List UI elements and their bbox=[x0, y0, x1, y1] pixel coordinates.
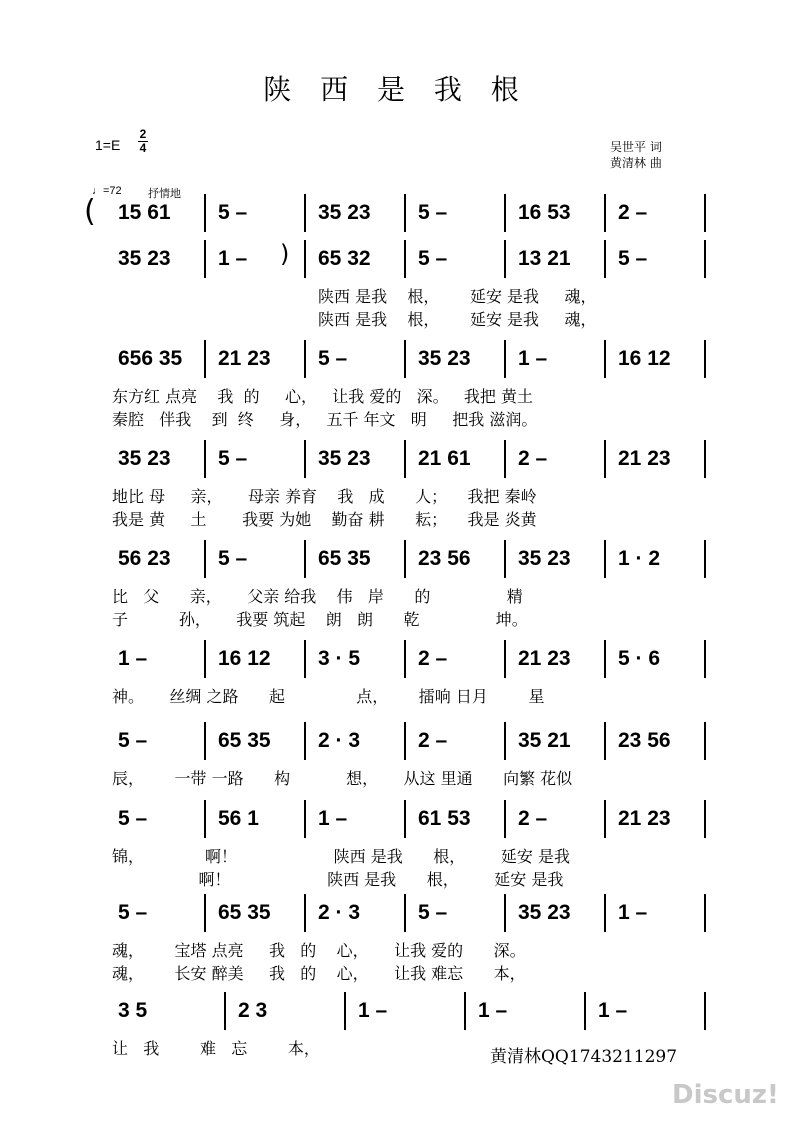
measure-notes: 5 – bbox=[418, 201, 448, 224]
barline bbox=[204, 722, 206, 760]
measure-notes: 35 23 bbox=[118, 247, 171, 270]
lyric-line: 秦腔 伴我 到 终 身， 五千 年文 明 把我 滋润。 bbox=[112, 410, 538, 429]
measure-notes: 35 23 bbox=[518, 901, 571, 924]
close-paren: ) bbox=[280, 240, 290, 268]
measure-notes: 2 – bbox=[418, 647, 448, 670]
barline bbox=[704, 992, 706, 1030]
barline bbox=[604, 640, 606, 678]
barline bbox=[504, 894, 506, 932]
lyric-line: 辰， 一带 一路 构 想， 从这 里通 向繁 花似 bbox=[112, 769, 573, 788]
measure-notes: 35 21 bbox=[518, 729, 571, 752]
measure-notes: 1 – bbox=[358, 999, 388, 1022]
barline bbox=[604, 194, 606, 232]
barline bbox=[504, 240, 506, 278]
measure-notes: 5 · 6 bbox=[618, 647, 661, 670]
barline bbox=[404, 800, 406, 838]
lyric-line: 啊！ 陕西 是我 根， 延安 是我 bbox=[112, 870, 564, 889]
measure-notes: 56 23 bbox=[118, 547, 171, 570]
measure-notes: 23 56 bbox=[618, 729, 671, 752]
barline bbox=[504, 340, 506, 378]
barline bbox=[704, 194, 706, 232]
lyric-line: 地比 母 亲， 母亲 养育 我 成 人； 我把 秦岭 bbox=[112, 487, 537, 506]
barline bbox=[344, 992, 346, 1030]
lyric-line: 我是 黄 土 我要 为她 勤奋 耕 耘； 我是 炎黄 bbox=[112, 510, 537, 529]
measure-notes: 2 – bbox=[418, 729, 448, 752]
measure-notes: 5 – bbox=[418, 247, 448, 270]
watermark: Discuz! bbox=[672, 1080, 779, 1110]
measure-notes: 15 61 bbox=[118, 201, 171, 224]
measure-notes: 35 23 bbox=[418, 347, 471, 370]
barline bbox=[204, 894, 206, 932]
measure-notes: 1 · 2 bbox=[618, 547, 661, 570]
contact-footer: 黄清林QQ1743211297 bbox=[490, 1047, 678, 1067]
open-paren: ( bbox=[84, 194, 96, 229]
barline bbox=[504, 194, 506, 232]
barline bbox=[204, 194, 206, 232]
lyric-line: 东方红 点亮 我 的 心， 让我 爱的 深。 我把 黄土 bbox=[112, 387, 533, 406]
meter-bottom: 4 bbox=[139, 141, 147, 155]
lyric-line: 魂， 长安 醉美 我 的 心， 让我 难忘 本， bbox=[112, 964, 526, 983]
barline bbox=[304, 340, 306, 378]
measure-notes: 2 3 bbox=[238, 999, 268, 1022]
barline bbox=[304, 540, 306, 578]
score-row bbox=[0, 200, 792, 250]
barline bbox=[224, 992, 226, 1030]
barline bbox=[204, 240, 206, 278]
measure-notes: 1 – bbox=[218, 247, 248, 270]
measure-notes: 5 – bbox=[618, 247, 648, 270]
measure-notes: 16 12 bbox=[218, 647, 271, 670]
barline bbox=[404, 640, 406, 678]
measure-notes: 65 35 bbox=[318, 547, 371, 570]
measure-notes: 16 53 bbox=[518, 201, 571, 224]
measure-notes: 35 23 bbox=[518, 547, 571, 570]
measure-notes: 1 – bbox=[118, 647, 148, 670]
measure-notes: 65 35 bbox=[218, 901, 271, 924]
lyric-line: 子 孙， 我要 筑起 朗 朗 乾 坤。 bbox=[112, 610, 528, 629]
measure-notes: 5 – bbox=[418, 901, 448, 924]
lyric-line: 魂， 宝塔 点亮 我 的 心， 让我 爱的 深。 bbox=[112, 941, 526, 960]
meter-top: 2 bbox=[139, 127, 147, 141]
measure-notes: 16 12 bbox=[618, 347, 671, 370]
score-row bbox=[0, 546, 792, 629]
barline bbox=[204, 800, 206, 838]
time-signature bbox=[138, 128, 148, 155]
barline bbox=[604, 800, 606, 838]
measure-notes: 21 23 bbox=[218, 347, 271, 370]
barline bbox=[604, 894, 606, 932]
barline bbox=[304, 640, 306, 678]
page-title: 陕 西 是 我 根 bbox=[263, 73, 529, 106]
measure-notes: 21 23 bbox=[618, 447, 671, 470]
barline bbox=[504, 800, 506, 838]
measure-notes: 3 · 5 bbox=[318, 647, 361, 670]
measure-notes: 2 – bbox=[518, 807, 548, 830]
measure-notes: 656 35 bbox=[118, 347, 183, 370]
barline bbox=[204, 440, 206, 478]
score-row bbox=[0, 446, 792, 529]
measure-notes: 61 53 bbox=[418, 807, 471, 830]
measure-notes: 1 – bbox=[478, 999, 508, 1022]
barline bbox=[704, 540, 706, 578]
score-row bbox=[0, 728, 792, 788]
measure-notes: 5 – bbox=[118, 901, 148, 924]
measure-notes: 2 · 3 bbox=[318, 901, 361, 924]
barline bbox=[604, 340, 606, 378]
score-row bbox=[0, 900, 792, 983]
measure-notes: 5 – bbox=[218, 547, 248, 570]
measure-notes: 35 23 bbox=[318, 447, 371, 470]
barline bbox=[604, 722, 606, 760]
score-row bbox=[0, 806, 792, 889]
barline bbox=[404, 894, 406, 932]
measure-notes: 35 23 bbox=[318, 201, 371, 224]
barline bbox=[504, 640, 506, 678]
measure-notes: 65 32 bbox=[318, 247, 371, 270]
measure-notes: 5 – bbox=[218, 447, 248, 470]
barline bbox=[304, 894, 306, 932]
expression-mark: 抒情地 bbox=[148, 187, 181, 200]
measure-notes: 5 – bbox=[218, 201, 248, 224]
measure-notes: 21 61 bbox=[418, 447, 471, 470]
barline bbox=[204, 340, 206, 378]
barline bbox=[704, 440, 706, 478]
measure-notes: 5 – bbox=[118, 729, 148, 752]
lyric-line: 陕西 是我 根， 延安 是我 魂， bbox=[318, 287, 597, 306]
key-signature: 1=E bbox=[95, 137, 121, 153]
measure-notes: 2 · 3 bbox=[318, 729, 361, 752]
barline bbox=[204, 540, 206, 578]
measure-notes: 1 – bbox=[618, 901, 648, 924]
measure-notes: 1 – bbox=[518, 347, 548, 370]
measure-notes: 3 5 bbox=[118, 999, 148, 1022]
measure-notes: 2 – bbox=[618, 201, 648, 224]
barline bbox=[504, 722, 506, 760]
barline bbox=[404, 340, 406, 378]
measure-notes: 65 35 bbox=[218, 729, 271, 752]
barline bbox=[204, 640, 206, 678]
measure-notes: 5 – bbox=[318, 347, 348, 370]
measure-notes: 23 56 bbox=[418, 547, 471, 570]
composer: 黄清林 曲 bbox=[610, 156, 662, 170]
barline bbox=[604, 440, 606, 478]
lyricist: 吴世平 词 bbox=[610, 140, 662, 154]
measure-notes: 35 23 bbox=[118, 447, 171, 470]
lyric-line: 让 我 难 忘 本， bbox=[112, 1039, 320, 1058]
measure-notes: 2 – bbox=[518, 447, 548, 470]
measure-notes: 21 23 bbox=[518, 647, 571, 670]
barline bbox=[704, 340, 706, 378]
barline bbox=[304, 440, 306, 478]
lyric-line: 锦， 啊！ 陕西 是我 根， 延安 是我 bbox=[112, 847, 570, 866]
barline bbox=[704, 240, 706, 278]
barline bbox=[704, 640, 706, 678]
barline bbox=[704, 800, 706, 838]
score-row bbox=[0, 246, 792, 329]
barline bbox=[404, 240, 406, 278]
barline bbox=[604, 240, 606, 278]
barline bbox=[464, 992, 466, 1030]
barline bbox=[404, 540, 406, 578]
tempo-mark: ♩=72 bbox=[92, 185, 122, 197]
barline bbox=[604, 540, 606, 578]
lyric-line: 比 父 亲， 父亲 给我 伟 岸 的 精 bbox=[112, 587, 523, 606]
barline bbox=[504, 440, 506, 478]
measure-notes: 5 – bbox=[118, 807, 148, 830]
barline bbox=[404, 194, 406, 232]
barline bbox=[404, 440, 406, 478]
barline bbox=[584, 992, 586, 1030]
score-row bbox=[0, 346, 792, 429]
lyric-line: 陕西 是我 根， 延安 是我 魂， bbox=[318, 310, 597, 329]
measure-notes: 13 21 bbox=[518, 247, 571, 270]
measure-notes: 21 23 bbox=[618, 807, 671, 830]
barline bbox=[404, 722, 406, 760]
barline bbox=[304, 194, 306, 232]
measure-notes: 1 – bbox=[598, 999, 628, 1022]
barline bbox=[504, 540, 506, 578]
barline bbox=[304, 240, 306, 278]
barline bbox=[304, 800, 306, 838]
score-row bbox=[0, 646, 792, 706]
barline bbox=[704, 894, 706, 932]
measure-notes: 56 1 bbox=[218, 807, 259, 830]
barline bbox=[304, 722, 306, 760]
barline bbox=[704, 722, 706, 760]
lyric-line: 神。 丝绸 之路 起 点， 擂响 日月 星 bbox=[112, 687, 545, 706]
measure-notes: 1 – bbox=[318, 807, 348, 830]
